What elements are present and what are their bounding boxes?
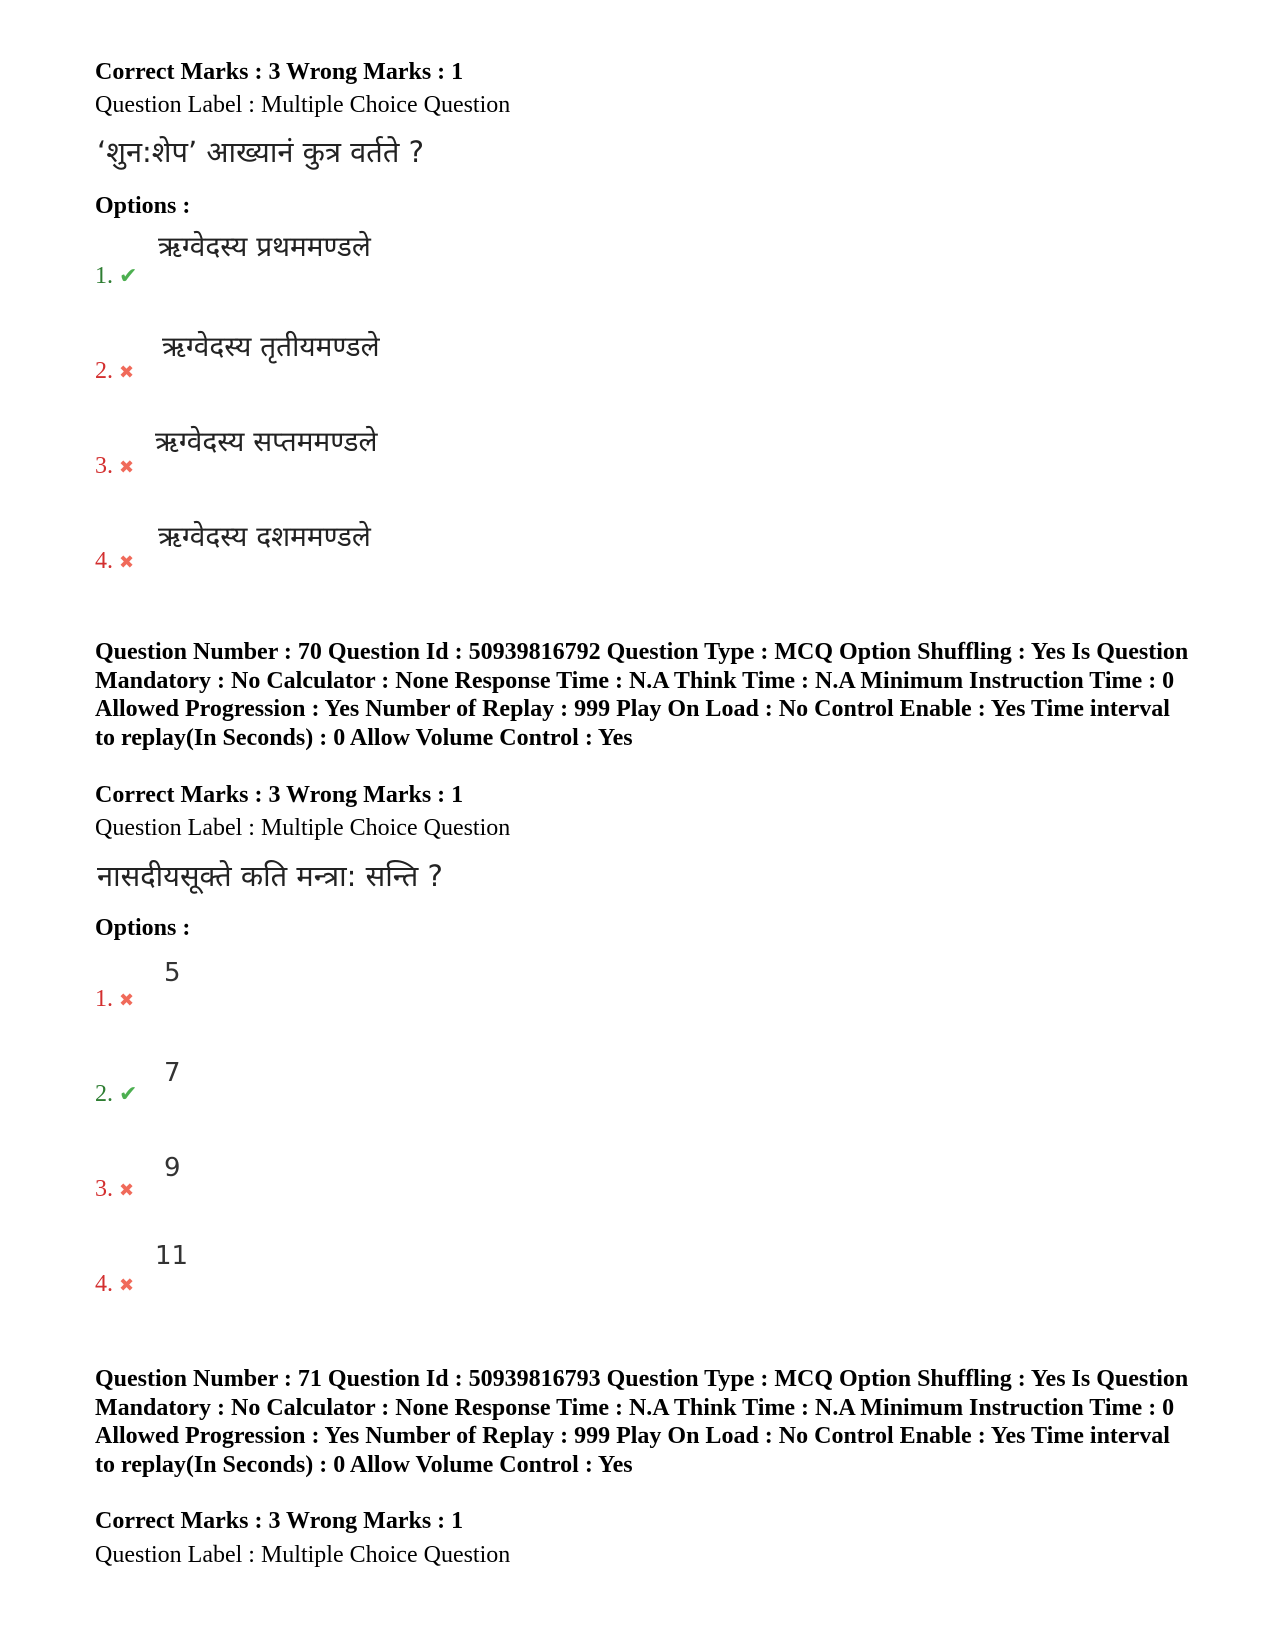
option-1 [95, 985, 134, 1013]
option-4 [95, 547, 134, 575]
marks-line: Correct Marks : 3 Wrong Marks : 1 [95, 782, 464, 808]
options-heading: Options : [95, 193, 191, 219]
question-meta: Question Number : 71 Question Id : 50939816793 Question Type : MCQ Option Shuffling : Yes Is Question Mandatory : No Calculator : None Response Time : N.A Think Time : N.A Minimum Instruction Time : 0 Allowed Progression : Yes Number of Replay : 999 Play On Load : No Control Enable : Yes Time interval to replay(In Seconds) : 0 Allow Volume Control : Yes [95, 1366, 1189, 1478]
check-icon: ✔ [119, 264, 138, 289]
question-label: Question Label : Multiple Choice Question [95, 815, 511, 841]
question-label: Question Label : Multiple Choice Question [95, 1542, 511, 1568]
option-1 [95, 262, 137, 290]
question-meta: Question Number : 70 Question Id : 50939816792 Question Type : MCQ Option Shuffling : Yes Is Question Mandatory : No Calculator : None Response Time : N.A Think Time : N.A Minimum Instruction Time : 0 Allowed Progression : Yes Number of Replay : 999 Play On Load : No Control Enable : Yes Time interval to replay(In Seconds) : 0 Allow Volume Control : Yes [95, 639, 1189, 751]
option-3 [95, 452, 134, 480]
option-text: ऋग्वेदस्य सप्तममण्डले [155, 425, 378, 458]
option-number: 4. [95, 548, 113, 574]
option-number: 1. [95, 986, 113, 1012]
cross-icon: ✖ [119, 457, 135, 478]
marks-line: Correct Marks : 3 Wrong Marks : 1 [95, 1508, 464, 1534]
check-icon: ✔ [119, 1082, 138, 1107]
option-number: 2. [95, 1081, 113, 1107]
question-label: Question Label : Multiple Choice Question [95, 92, 511, 118]
option-2 [95, 357, 134, 385]
options-heading: Options : [95, 915, 191, 941]
option-text: 7 [164, 1058, 181, 1088]
cross-icon: ✖ [119, 552, 135, 573]
option-text: ऋग्वेदस्य दशममण्डले [158, 520, 371, 553]
option-2 [95, 1080, 137, 1108]
option-3 [95, 1175, 134, 1203]
marks-line: Correct Marks : 3 Wrong Marks : 1 [95, 59, 464, 85]
cross-icon: ✖ [119, 1180, 135, 1201]
option-number: 3. [95, 1176, 113, 1202]
option-text: ऋग्वेदस्य तृतीयमण्डले [162, 330, 380, 363]
question-text: नासदीयसूक्ते कति मन्त्रा: सन्ति ? [97, 859, 443, 893]
option-text: 11 [155, 1241, 189, 1271]
option-number: 2. [95, 358, 113, 384]
option-4 [95, 1270, 134, 1298]
option-number: 4. [95, 1271, 113, 1297]
cross-icon: ✖ [119, 362, 135, 383]
option-text: ऋग्वेदस्य प्रथममण्डले [158, 230, 371, 263]
cross-icon: ✖ [119, 990, 135, 1011]
cross-icon: ✖ [119, 1275, 135, 1296]
option-text: 9 [164, 1153, 181, 1183]
option-number: 3. [95, 453, 113, 479]
option-text: 5 [164, 958, 181, 988]
option-number: 1. [95, 263, 113, 289]
question-text: ‘शुन:शेप’ आख्यानं कुत्र वर्तते ? [97, 135, 424, 169]
